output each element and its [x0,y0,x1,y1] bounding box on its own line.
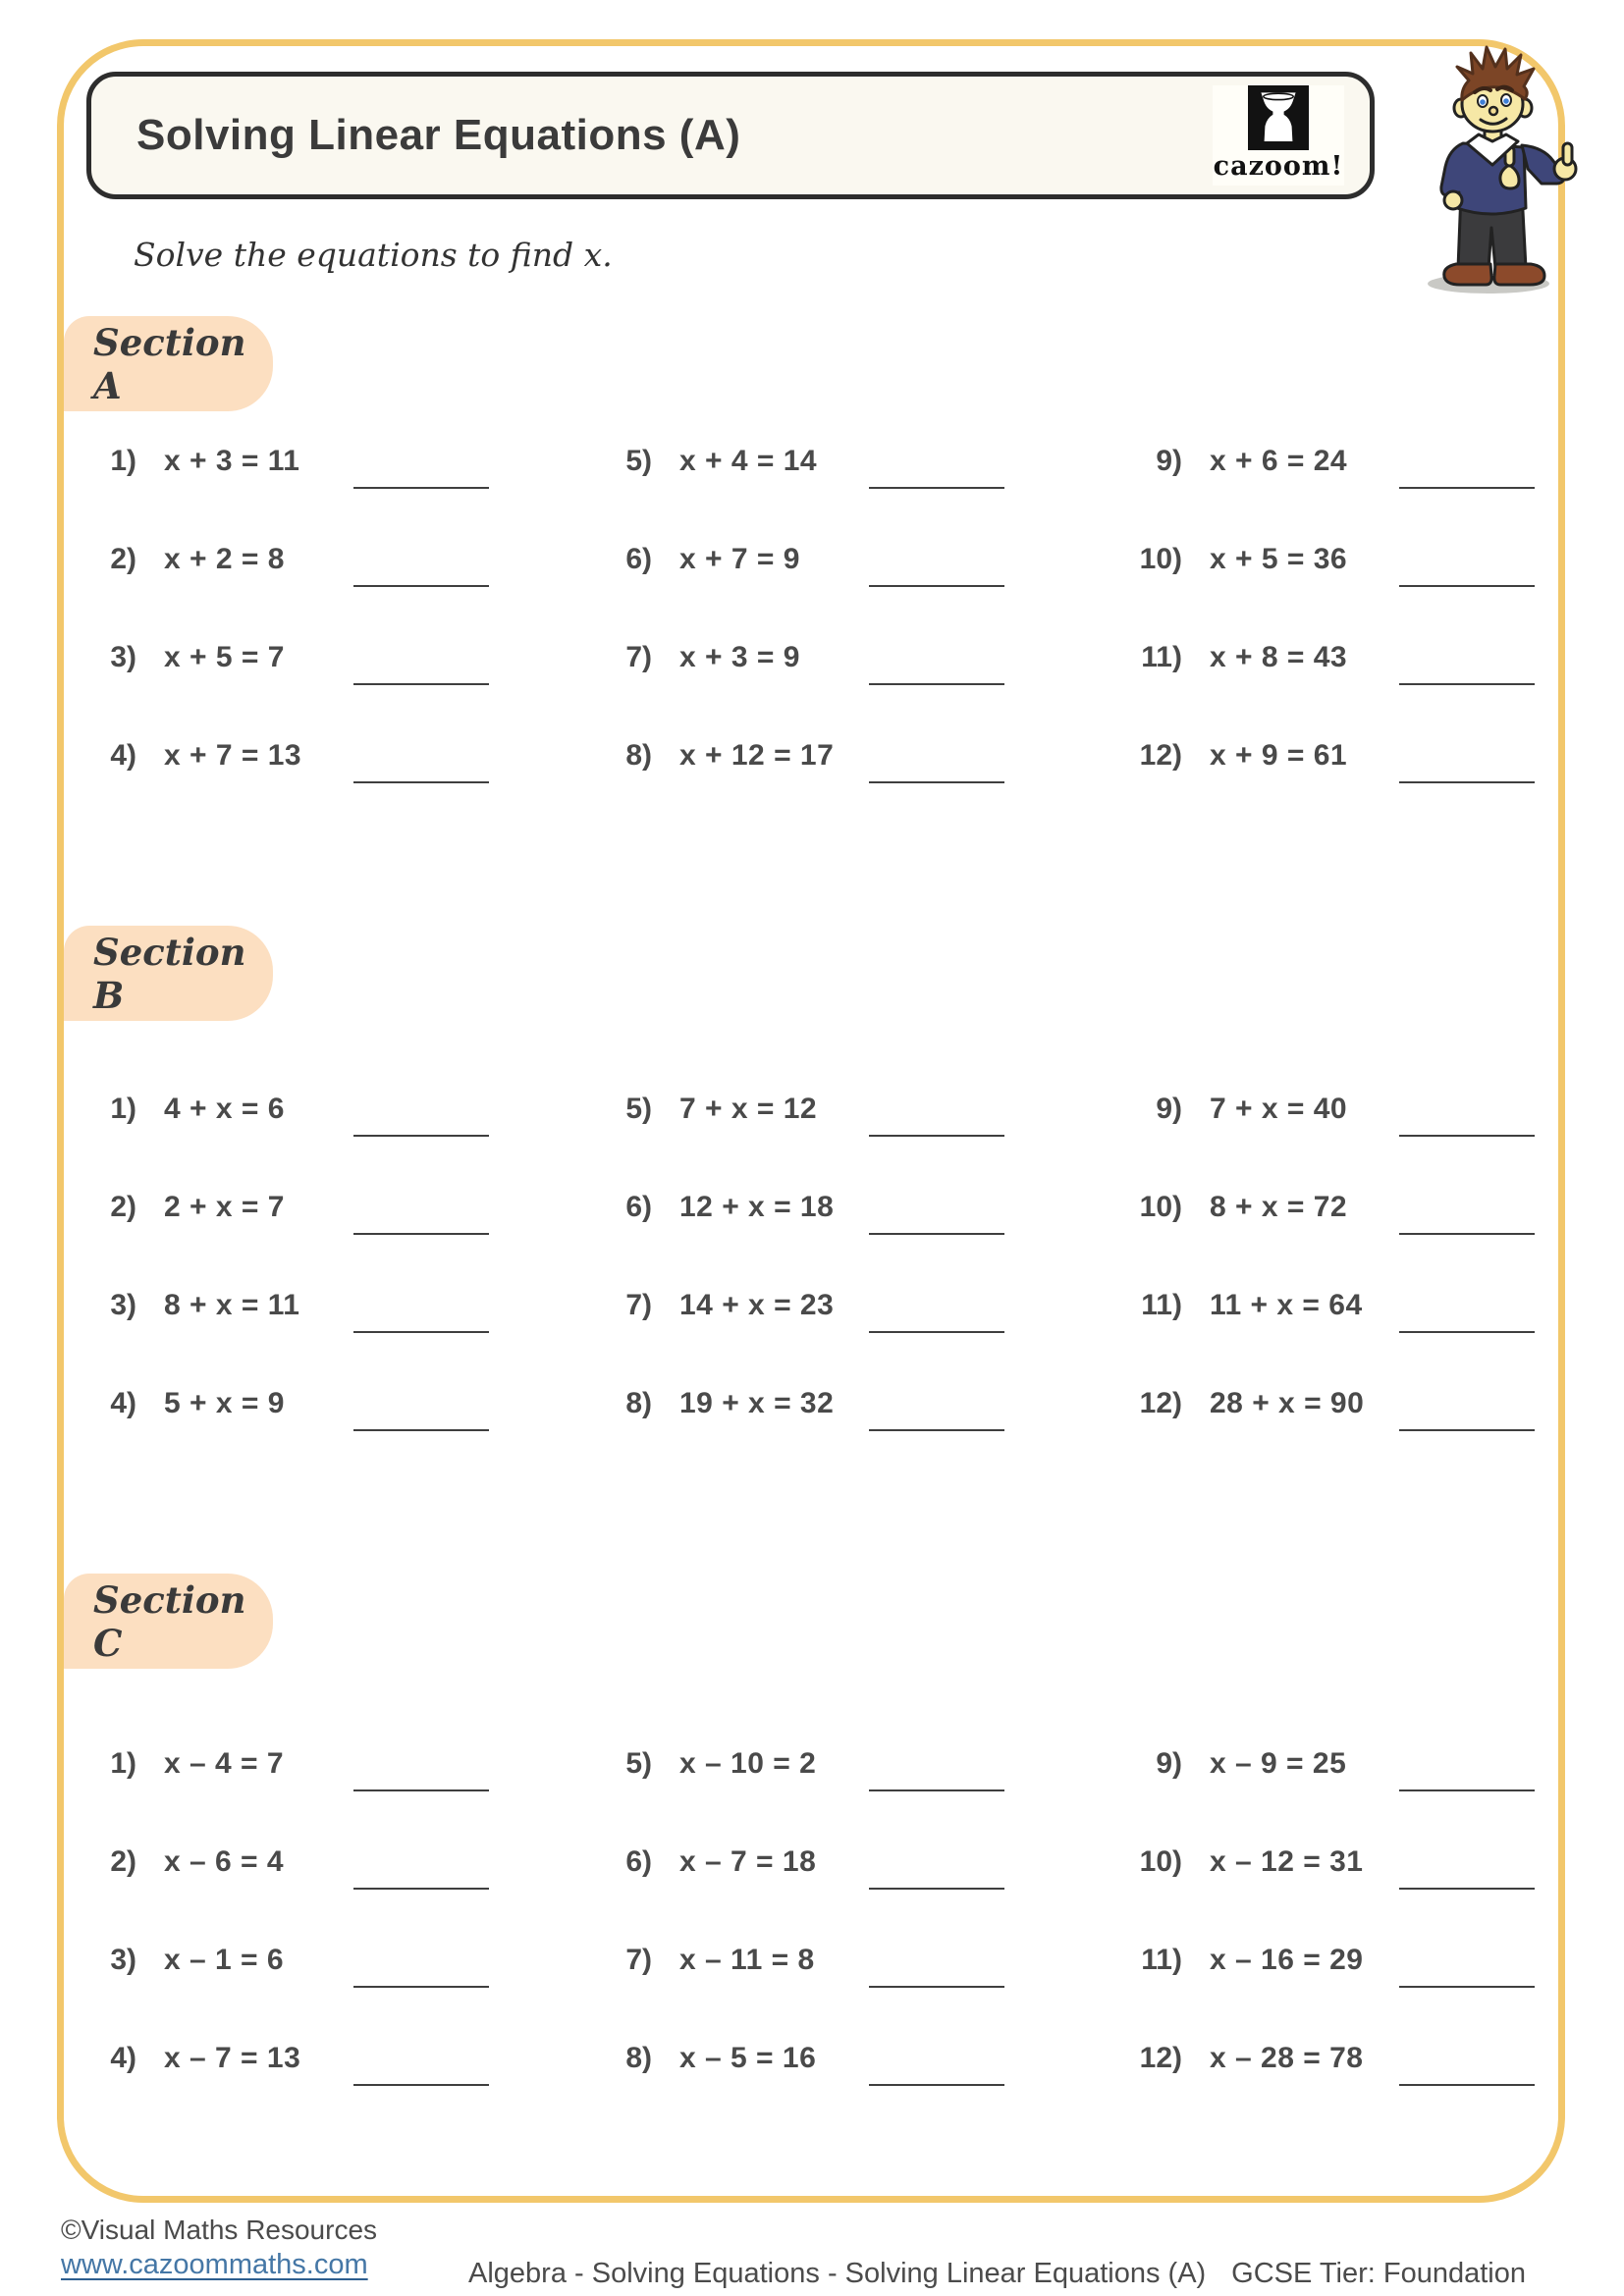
cazoom-logo [1213,85,1344,186]
problem-number: 4) [110,2042,136,2074]
answer-line[interactable] [869,2084,1004,2086]
problem-number: 8) [625,1387,652,1419]
equation-text: x + 7 = 13 [164,739,302,772]
problem-cell [579,1256,1110,1355]
problem-number: 4) [110,1387,136,1419]
problem-cell [1110,412,1566,510]
answer-line[interactable] [353,1429,489,1431]
problem-cell [1110,1813,1566,1911]
section-a-label: Section A [64,316,273,411]
problem-cell [1110,609,1566,707]
answer-line[interactable] [353,585,489,587]
problem-number: 10) [1139,1191,1182,1223]
answer-line[interactable] [353,1233,489,1235]
answer-line[interactable] [1399,1429,1535,1431]
answer-line[interactable] [1399,1233,1535,1235]
problem-cell [579,1715,1110,1813]
problem-number: 11) [1141,1944,1182,1976]
problem-number: 3) [110,641,136,673]
footer-website-link[interactable]: www.cazoommaths.com [61,2249,368,2280]
equation-text: x – 12 = 31 [1210,1845,1364,1878]
equation-text: x – 28 = 78 [1210,2042,1364,2074]
section-c-label: Section C [64,1574,273,1669]
title-box [86,72,1375,199]
problem-number: 9) [1156,445,1182,477]
problem-number: 4) [110,739,136,772]
answer-line[interactable] [353,1986,489,1988]
problem-cell [579,412,1110,510]
answer-line[interactable] [1399,781,1535,783]
problem-number: 9) [1156,1747,1182,1780]
equation-text: x – 7 = 13 [164,2042,301,2074]
equation-text: x + 5 = 7 [164,641,285,673]
problem-number: 12) [1139,1387,1182,1419]
problem-cell [579,1060,1110,1158]
problem-cell [1110,2009,1566,2108]
equation-text: x + 5 = 36 [1210,543,1348,575]
equation-text: 11 + x = 64 [1210,1289,1363,1321]
problem-number: 8) [625,2042,652,2074]
problem-cell [1110,1715,1566,1813]
equation-text: x + 6 = 24 [1210,445,1348,477]
problem-cell [579,510,1110,609]
problem-number: 2) [110,1845,136,1878]
problem-number: 10) [1139,543,1182,575]
problem-number: 11) [1141,641,1182,673]
answer-line[interactable] [869,781,1004,783]
answer-line[interactable] [353,1135,489,1137]
section-a-problems [64,412,1566,805]
problem-number: 7) [625,1289,652,1321]
equation-text: x – 9 = 25 [1210,1747,1347,1780]
problem-cell [579,1355,1110,1453]
answer-line[interactable] [1399,1135,1535,1137]
answer-line[interactable] [353,1331,489,1333]
equation-text: 8 + x = 72 [1210,1191,1348,1223]
equation-text: x + 12 = 17 [679,739,835,772]
answer-line[interactable] [869,1789,1004,1791]
answer-line[interactable] [1399,1888,1535,1890]
instruction-text: Solve the equations to find x. [134,236,613,274]
equation-text: x – 1 = 6 [164,1944,285,1976]
equation-text: x – 6 = 4 [164,1845,285,1878]
problem-cell [64,412,579,510]
equation-text: x + 7 = 9 [679,543,800,575]
problem-number: 6) [625,1191,652,1223]
equation-text: x + 2 = 8 [164,543,285,575]
equation-text: 12 + x = 18 [679,1191,835,1223]
problem-number: 3) [110,1944,136,1976]
problem-number: 8) [625,739,652,772]
problem-number: 9) [1156,1093,1182,1125]
problem-cell [64,1715,579,1813]
answer-line[interactable] [1399,487,1535,489]
answer-line[interactable] [1399,683,1535,685]
problem-cell [579,1158,1110,1256]
equation-text: x + 8 = 43 [1210,641,1348,673]
problem-number: 5) [625,1093,652,1125]
footer-breadcrumb: Algebra - Solving Equations - Solving Linear Equations (A) [468,2258,1207,2289]
problem-number: 2) [110,1191,136,1223]
equation-text: x – 5 = 16 [679,2042,817,2074]
answer-line[interactable] [869,1986,1004,1988]
answer-line[interactable] [869,683,1004,685]
equation-text: x + 3 = 11 [164,445,300,477]
answer-line[interactable] [869,1233,1004,1235]
problem-cell [1110,707,1566,805]
footer-tier-label: GCSE Tier: Foundation [1231,2258,1526,2289]
answer-line[interactable] [869,487,1004,489]
section-c-problems [64,1715,1566,2108]
equation-text: 14 + x = 23 [679,1289,835,1321]
answer-line[interactable] [1399,1986,1535,1988]
answer-line[interactable] [869,585,1004,587]
problem-cell [64,1911,579,2009]
answer-line[interactable] [353,2084,489,2086]
answer-line[interactable] [353,781,489,783]
answer-line[interactable] [353,1888,489,1890]
problem-number: 1) [110,445,136,477]
equation-text: x – 16 = 29 [1210,1944,1364,1976]
problem-cell [1110,1355,1566,1453]
answer-line[interactable] [869,1429,1004,1431]
footer-copyright: ©Visual Maths Resources [61,2215,378,2245]
problem-cell [64,1813,579,1911]
problem-number: 5) [625,445,652,477]
equation-text: 8 + x = 11 [164,1289,300,1321]
problem-cell [1110,1911,1566,2009]
djembe-drum-icon [1248,85,1309,150]
equation-text: 19 + x = 32 [679,1387,835,1419]
problem-cell [579,707,1110,805]
problem-cell [64,1158,579,1256]
problem-cell [1110,510,1566,609]
equation-text: 7 + x = 40 [1210,1093,1348,1125]
logo-wordmark: cazoom! [1213,151,1344,182]
equation-text: x – 10 = 2 [679,1747,817,1780]
problem-number: 1) [110,1093,136,1125]
problem-cell [579,1911,1110,2009]
equation-text: 4 + x = 6 [164,1093,285,1125]
page-title: Solving Linear Equations (A) [136,111,741,159]
answer-line[interactable] [1399,1789,1535,1791]
problem-cell [64,1355,579,1453]
problem-number: 1) [110,1747,136,1780]
answer-line[interactable] [353,683,489,685]
answer-line[interactable] [869,1888,1004,1890]
problem-number: 2) [110,543,136,575]
problem-cell [64,510,579,609]
problem-number: 12) [1139,2042,1182,2074]
problem-number: 7) [625,641,652,673]
problem-cell [1110,1060,1566,1158]
answer-line[interactable] [869,1135,1004,1137]
problem-cell [64,2009,579,2108]
problem-cell [579,2009,1110,2108]
problem-number: 6) [625,1845,652,1878]
equation-text: x + 9 = 61 [1210,739,1348,772]
equation-text: x – 11 = 8 [679,1944,815,1976]
answer-line[interactable] [1399,1331,1535,1333]
answer-line[interactable] [353,487,489,489]
section-b-label: Section B [64,926,273,1021]
equation-text: x + 4 = 14 [679,445,818,477]
problem-number: 12) [1139,739,1182,772]
problem-cell [579,609,1110,707]
equation-text: x – 7 = 18 [679,1845,817,1878]
answer-line[interactable] [353,1789,489,1791]
equation-text: 5 + x = 9 [164,1387,285,1419]
problem-number: 10) [1139,1845,1182,1878]
problem-cell [64,1060,579,1158]
equation-text: 2 + x = 7 [164,1191,285,1223]
answer-line[interactable] [1399,2084,1535,2086]
problem-number: 11) [1141,1289,1182,1321]
equation-text: x + 3 = 9 [679,641,800,673]
equation-text: 7 + x = 12 [679,1093,818,1125]
problem-cell [579,1813,1110,1911]
problem-number: 6) [625,543,652,575]
problem-cell [64,707,579,805]
section-b-problems [64,1060,1566,1453]
problem-cell [1110,1256,1566,1355]
problem-cell [1110,1158,1566,1256]
mascot-character [1396,45,1600,298]
problem-number: 3) [110,1289,136,1321]
problem-cell [64,1256,579,1355]
problem-number: 7) [625,1944,652,1976]
answer-line[interactable] [869,1331,1004,1333]
equation-text: x – 4 = 7 [164,1747,285,1780]
problem-number: 5) [625,1747,652,1780]
answer-line[interactable] [1399,585,1535,587]
equation-text: 28 + x = 90 [1210,1387,1365,1419]
problem-cell [64,609,579,707]
